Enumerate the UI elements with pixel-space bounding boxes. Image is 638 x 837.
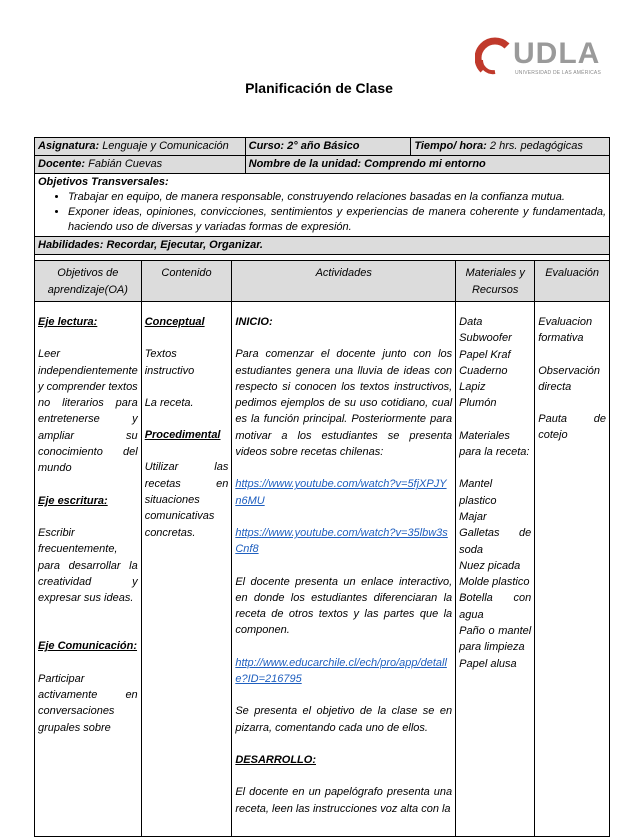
planning-header-row: [35, 261, 610, 302]
objetivo-item: • Trabajar en equipo, de manera responsable, construyendo relaciones basadas en la confianza mutua.: [68, 190, 606, 205]
objetivos-label: Objetivos Transversales:: [38, 176, 169, 188]
tiempo-label: Tiempo/ hora:: [414, 140, 487, 152]
eje-lectura-text: Leer independientemente y comprender textos no literarios para entretenerse y ampliar su conocimiento del mundo: [38, 348, 138, 475]
habilidades-text: Habilidades: Recordar, Ejecutar, Organizar.: [38, 239, 263, 251]
video-link-1[interactable]: https://www.youtube.com/watch?v=5fjXPJYn6MU: [235, 478, 447, 507]
planning-table: [34, 260, 610, 837]
interactive-link[interactable]: http://www.educarchile.cl/ech/pro/app/detalle?ID=216795: [235, 656, 447, 686]
objetivos-row: [35, 174, 610, 237]
eje-comunicacion-title: Eje Comunicación:: [38, 640, 138, 653]
contenido-cell: [141, 302, 232, 837]
col-header-oa: Objetivos de aprendizaje(OA): [35, 261, 142, 302]
docente-cell: [35, 156, 246, 174]
material-item: Cuaderno: [459, 364, 508, 377]
material-item: Molde plastico: [459, 576, 530, 589]
procedimental-title: Procedimental: [144, 429, 221, 442]
eje-escritura-text: Escribir frecuentemente, para desarrollar la creatividad y expresar sus ideas.: [38, 526, 138, 605]
material-item: Botella con agua: [459, 592, 532, 621]
col-header-materiales: Materiales y Recursos: [456, 261, 535, 302]
material-item: Lapiz: [459, 381, 486, 394]
tiempo-cell: [411, 138, 610, 156]
material-item: Majar: [459, 510, 487, 523]
evaluacion-cell: [535, 302, 610, 837]
material-item: Paño o mantel para limpieza: [459, 625, 532, 654]
material-item: Nuez picada: [459, 559, 521, 572]
unidad-label: Nombre de la unidad:: [248, 158, 362, 170]
logo-tagline: UNIVERSIDAD DE LAS AMÉRICAS: [515, 70, 601, 76]
curso-label: Curso:: [248, 140, 285, 152]
actividad-p4: El docente en un papelógrafo presenta una receta, leen las instrucciones voz alta con la: [235, 786, 453, 815]
eje-escritura-title: Eje escritura:: [38, 494, 108, 507]
logo-wordmark: UDLA: [513, 37, 601, 70]
inicio-title: INICIO:: [235, 316, 273, 328]
material-item: Subwoofer: [459, 332, 512, 345]
planning-body-row: [35, 302, 610, 837]
objetivo-item: • Exponer ideas, opiniones, convicciones, sentimientos y experiencias de manera coherente y fundamentada, haciendo uso de diversas y variadas formas de expresión.: [68, 205, 606, 235]
asignatura-label: Asignatura:: [38, 140, 100, 152]
receta-materials-title: Materiales para la receta:: [459, 429, 530, 459]
actividad-p2: El docente presenta un enlace interactivo, en donde los estudiantes diferenciaran la receta de otros textos y las partes que la componen.: [235, 575, 453, 637]
actividad-p3: Se presenta el objetivo de la clase se en pizarra, comentando cada uno de ellos.: [235, 705, 453, 734]
header-row-2: [35, 156, 610, 174]
docente-label: Docente:: [38, 158, 86, 170]
conceptual-title: Conceptual: [144, 316, 205, 328]
col-header-contenido: Contenido: [141, 261, 232, 302]
header-info-table: [34, 137, 610, 267]
oa-cell: [35, 302, 142, 837]
material-item: Plumón: [459, 397, 497, 410]
objetivos-list: [38, 190, 606, 235]
eje-comunicacion-text: Participar activamente en conversaciones grupales sobre: [38, 672, 138, 734]
evaluacion-item: Evaluacion formativa: [538, 316, 593, 345]
curso-value: 2° año Básico: [287, 140, 360, 152]
material-item: Mantel plastico: [459, 478, 497, 507]
unidad-value: Comprendo mi entorno: [364, 158, 486, 170]
tiempo-value: 2 hrs. pedagógicas: [489, 140, 583, 152]
asignatura-value: Lenguaje y Comunicación: [102, 140, 229, 152]
habilidades-cell: [35, 237, 610, 255]
page-title: Planificación de Clase: [245, 80, 393, 96]
actividad-p1: Para comenzar el docente junto con los estudiantes genera una lluvia de ideas con respecto si conocen los textos instructivos, pedimos ejemplos de su uso cotidiano, cual es la función principal. Posteriormente para motivar a los estudiantes se presenta videos sobre recetas chilenas:: [235, 348, 453, 459]
col-header-actividades: Actividades: [232, 261, 456, 302]
header-row-1: [35, 138, 610, 156]
material-item: Papel Kraf: [459, 348, 511, 361]
logo-mark-icon: [475, 36, 515, 80]
col-header-evaluacion: Evaluación: [535, 261, 610, 302]
material-item: Data: [459, 316, 483, 328]
video-link-2[interactable]: https://www.youtube.com/watch?v=35lbw3sCnf8: [235, 526, 448, 556]
evaluacion-item: Observación directa: [538, 364, 601, 393]
material-item: Galletas de soda: [459, 527, 532, 556]
asignatura-cell: [35, 138, 246, 156]
procedimental-text: Utilizar las recetas en situaciones comunicativas concretas.: [144, 461, 229, 539]
docente-value: Fabián Cuevas: [88, 158, 163, 170]
materiales-cell: [456, 302, 535, 837]
unidad-cell: [245, 156, 609, 174]
eje-lectura-title: Eje lectura:: [38, 316, 98, 328]
actividades-cell: [232, 302, 456, 837]
conceptual-item: Textos instructivo: [144, 348, 195, 377]
curso-cell: [245, 138, 411, 156]
conceptual-item: La receta.: [144, 396, 194, 409]
objetivos-cell: [35, 174, 610, 237]
evaluacion-item: Pauta de cotejo: [538, 413, 606, 442]
material-item: Papel alusa: [459, 657, 517, 670]
habilidades-row: [35, 237, 610, 255]
udla-logo: [475, 36, 605, 82]
desarrollo-title: DESARROLLO:: [235, 753, 316, 766]
